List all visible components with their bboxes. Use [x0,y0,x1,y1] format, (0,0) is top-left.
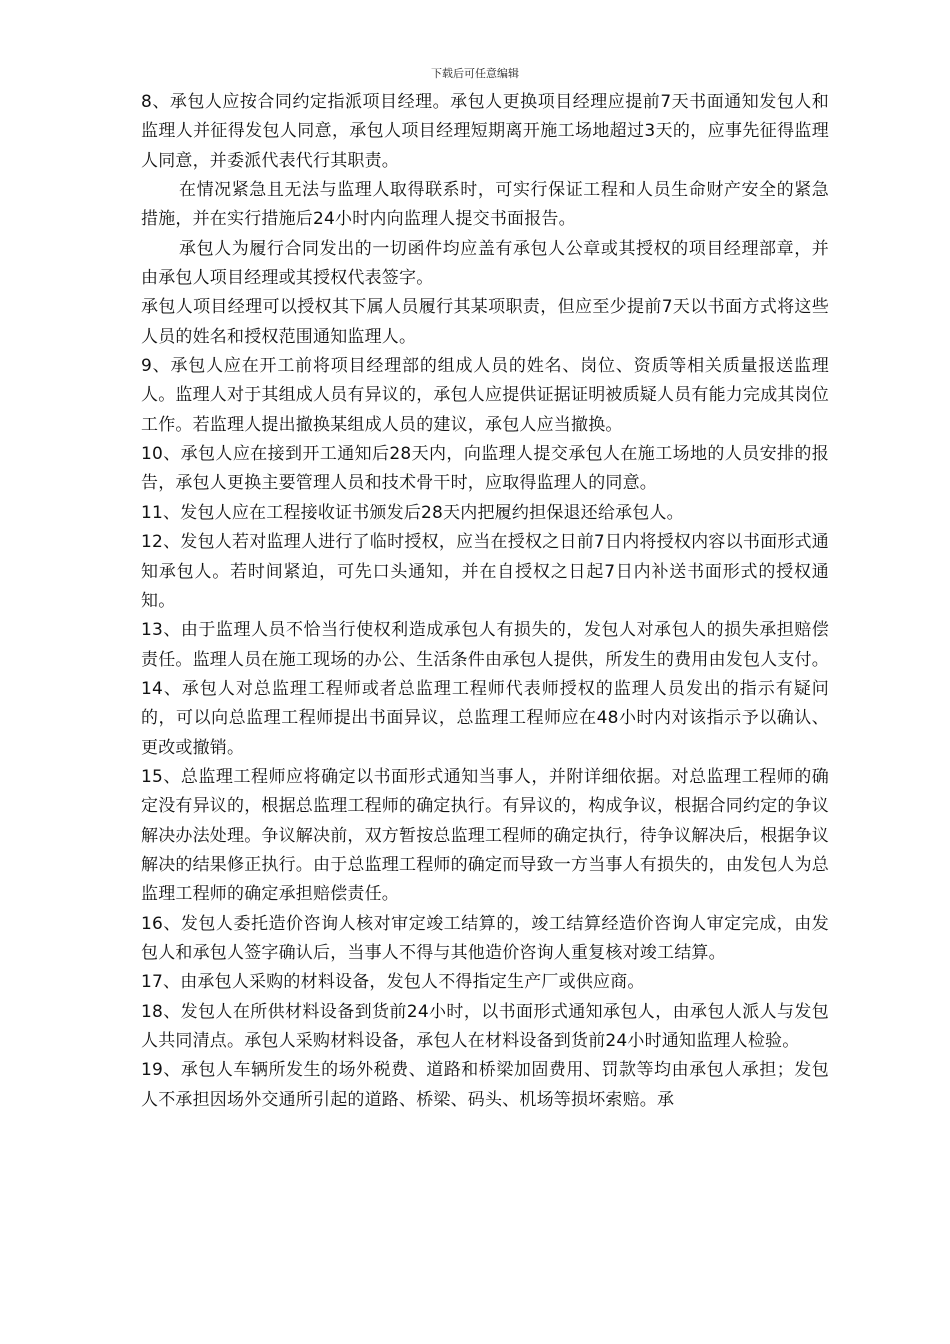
page-header: 下载后可任意编辑 [431,67,519,80]
document-body [141,88,829,1115]
paragraph-17: 17、由承包人采购的材料设备，发包人不得指定生产厂或供应商。 [141,972,645,993]
paragraph-16: 16、发包人委托造价咨询人核对审定竣工结算的，竣工结算经造价咨询人审定完成，由发包人和承包人签字确认后，当事人不得与其他造价咨询人重复核对竣工结算。 [141,913,829,963]
paragraph-19: 19、承包人车辆所发生的场外税费、道路和桥梁加固费用、罚款等均由承包人承担；发包人不承担因场外交通所引起的道路、桥梁、码头、机场等损坏索赔。承 [141,1060,829,1110]
paragraph-emergency: 在情况紧急且无法与监理人取得联系时，可实行保证工程和人员生命财产安全的紧急措施，并在实行措施后24小时内向监理人提交书面报告。 [141,180,829,230]
paragraph-9: 9、承包人应在开工前将项目经理部的组成人员的姓名、岗位、资质等相关质量报送监理人。监理人对于其组成人员有异议的，承包人应提供证据证明被质疑人员有能力完成其岗位工作。若监理人提出撤换某组成人员的建议，承包人应当撤换。 [141,356,829,435]
paragraph-correspondence: 承包人为履行合同发出的一切函件均应盖有承包人公章或其授权的项目经理部章，并由承包人项目经理或其授权代表签字。 [141,238,829,289]
paragraph-15: 15、总监理工程师应将确定以书面形式通知当事人，并附详细依据。对总监理工程师的确定没有异议的，根据总监理工程师的确定执行。有异议的，构成争议，根据合同约定的争议解决办法处理。争议解决前，双方暂按总监理工程师的确定执行，待争议解决后，根据争议解决的结果修正执行。由于总监理工程师的确定而导致一方当事人有损失的，由发包人为总监理工程师的确定承担赔偿责任。 [141,766,829,905]
paragraph-10: 10、承包人应在接到开工通知后28天内，向监理人提交承包人在施工场地的人员安排的报告，承包人更换主要管理人员和技术骨干时，应取得监理人的同意。 [141,444,829,494]
paragraph-14: 14、承包人对总监理工程师或者总监理工程师代表师授权的监理人员发出的指示有疑问的，可以向总监理工程师提出书面异议，总监理工程师应在48小时内对该指示予以确认、更改或撤销。 [141,678,829,758]
paragraph-13: 13、由于监理人员不恰当行使权利造成承包人有损失的，发包人对承包人的损失承担赔偿责任。监理人员在施工现场的办公、生活条件由承包人提供，所发生的费用由发包人支付。 [141,620,829,670]
paragraph-delegation: 承包人项目经理可以授权其下属人员履行其某项职责，但应至少提前7天以书面方式将这些人员的姓名和授权范围通知监理人。 [141,297,829,347]
paragraph-12: 12、发包人若对监理人进行了临时授权，应当在授权之日前7日内将授权内容以书面形式通知承包人。若时间紧迫，可先口头通知，并在自授权之日起7日内补送书面形式的授权通知。 [141,532,829,611]
paragraph-18: 18、发包人在所供材料设备到货前24小时，以书面形式通知承包人，由承包人派人与发包人共同清点。承包人采购材料设备，承包人在材料设备到货前24小时通知监理人检验。 [141,1001,829,1051]
paragraph-8: 8、承包人应按合同约定指派项目经理。承包人更换项目经理应提前7天书面通知发包人和监理人并征得发包人同意，承包人项目经理短期离开施工场地超过3天的，应事先征得监理人同意，并委派代表代行其职责。 [141,92,829,171]
paragraph-11: 11、发包人应在工程接收证书颁发后28天内把履约担保退还给承包人。 [141,502,684,523]
